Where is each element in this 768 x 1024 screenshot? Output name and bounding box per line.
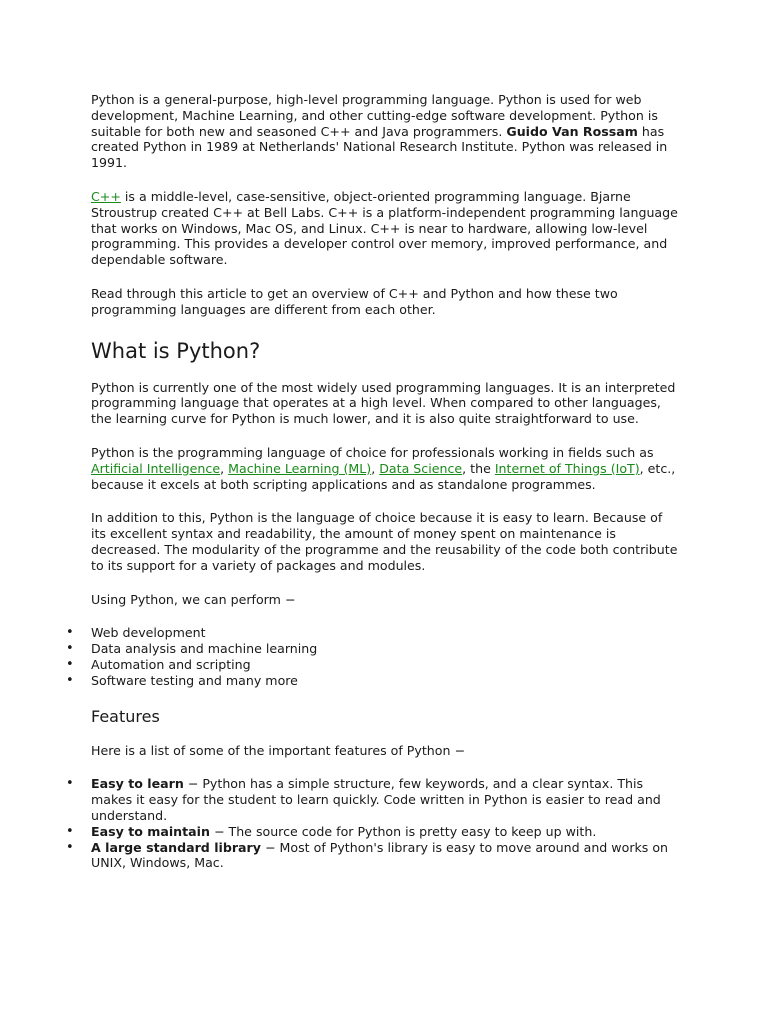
list-item — [91, 824, 681, 840]
author-name: Guido Van Rossam — [506, 123, 638, 139]
data-science-link[interactable]: Data Science — [379, 460, 463, 476]
list-item — [91, 840, 681, 872]
feature-text: − Most of Python's library is easy to move around and works on UNIX, Windows, Mac. — [91, 839, 669, 871]
python-paragraph-1: Python is currently one of the most widely used programming languages. It is an interpreted programming language that operates at a high level. When compared to other languages, the learning curve for Python is much lower, and it is also quite straightforward to use. — [91, 379, 676, 427]
ai-link[interactable]: Artificial Intelligence — [91, 460, 221, 476]
cpp-description: is a middle-level, case-sensitive, object-oriented programming language. Bjarne Stroustrup created C++ at Bell Labs. C++ is a platform-independent programming language that works on Windows, Mac OS, and Linux. C++ is near to hardware, allowing low-level programming. This provides a developer control over memory, improved performance, and dependable software. — [91, 188, 678, 268]
list-item: • Data analysis and machine learning — [91, 641, 681, 657]
intro-text-b: has created Python in 1989 at Netherlands' National Research Institute. Python was released in 1991. — [91, 123, 668, 171]
python-paragraph-3: In addition to this, Python is the language of choice because it is easy to learn. Because of its excellent syntax and readability, the amount of money spent on maintenance is decreased. The modularity of the programme and the reusability of the code both contribute to its support for a variety of packages and modules. — [91, 510, 678, 573]
separator-1: , — [220, 460, 229, 476]
list-item — [91, 776, 681, 823]
features-intro: Here is a list of some of the important features of Python − — [91, 742, 465, 758]
list-item: • Software testing and many more — [91, 673, 681, 689]
list-item: • Web development — [91, 625, 681, 641]
feature-title: Easy to maintain — [91, 823, 210, 839]
python-fields-text-end: , etc., because it excels at both scripting applications and as standalone programmes. — [91, 460, 676, 492]
separator-2: , — [371, 460, 380, 476]
iot-link[interactable]: Internet of Things (IoT) — [494, 460, 640, 476]
feature-text: − Python has a simple structure, few keywords, and a clear syntax. This makes it easy for the student to learn quickly. Code written in Python is easier to read and understand. — [91, 776, 661, 823]
features-heading: Features — [91, 706, 160, 726]
intro-paragraph-3: Read through this article to get an overview of C++ and Python and how these two programming languages are different from each other. — [91, 285, 618, 317]
what-is-python-heading: What is Python? — [91, 338, 261, 363]
python-paragraph-2 — [91, 445, 681, 492]
document-page — [91, 92, 681, 887]
python-paragraph-4: Using Python, we can perform − — [91, 591, 296, 607]
features-list — [91, 776, 681, 871]
feature-title: A large standard library — [91, 839, 261, 855]
separator-3: , the — [462, 460, 495, 476]
intro-paragraph-2 — [91, 189, 681, 268]
intro-paragraph-1 — [91, 92, 681, 171]
ml-link[interactable]: Machine Learning (ML) — [228, 460, 372, 476]
list-item: • Automation and scripting — [91, 657, 681, 673]
cpp-link[interactable]: C++ — [91, 188, 121, 204]
python-fields-text: Python is the programming language of choice for professionals working in fields such as — [91, 444, 654, 460]
intro-text-a: Python is a general-purpose, high-level programming language. Python is used for web development, Machine Learning, and other cutting-edge software development. Python is suitable for both new and seasoned C++ and Java programmers. — [91, 92, 658, 139]
python-uses-list — [91, 625, 681, 688]
feature-title: Easy to learn — [91, 776, 184, 792]
feature-text: − The source code for Python is pretty easy to keep up with. — [209, 823, 597, 839]
